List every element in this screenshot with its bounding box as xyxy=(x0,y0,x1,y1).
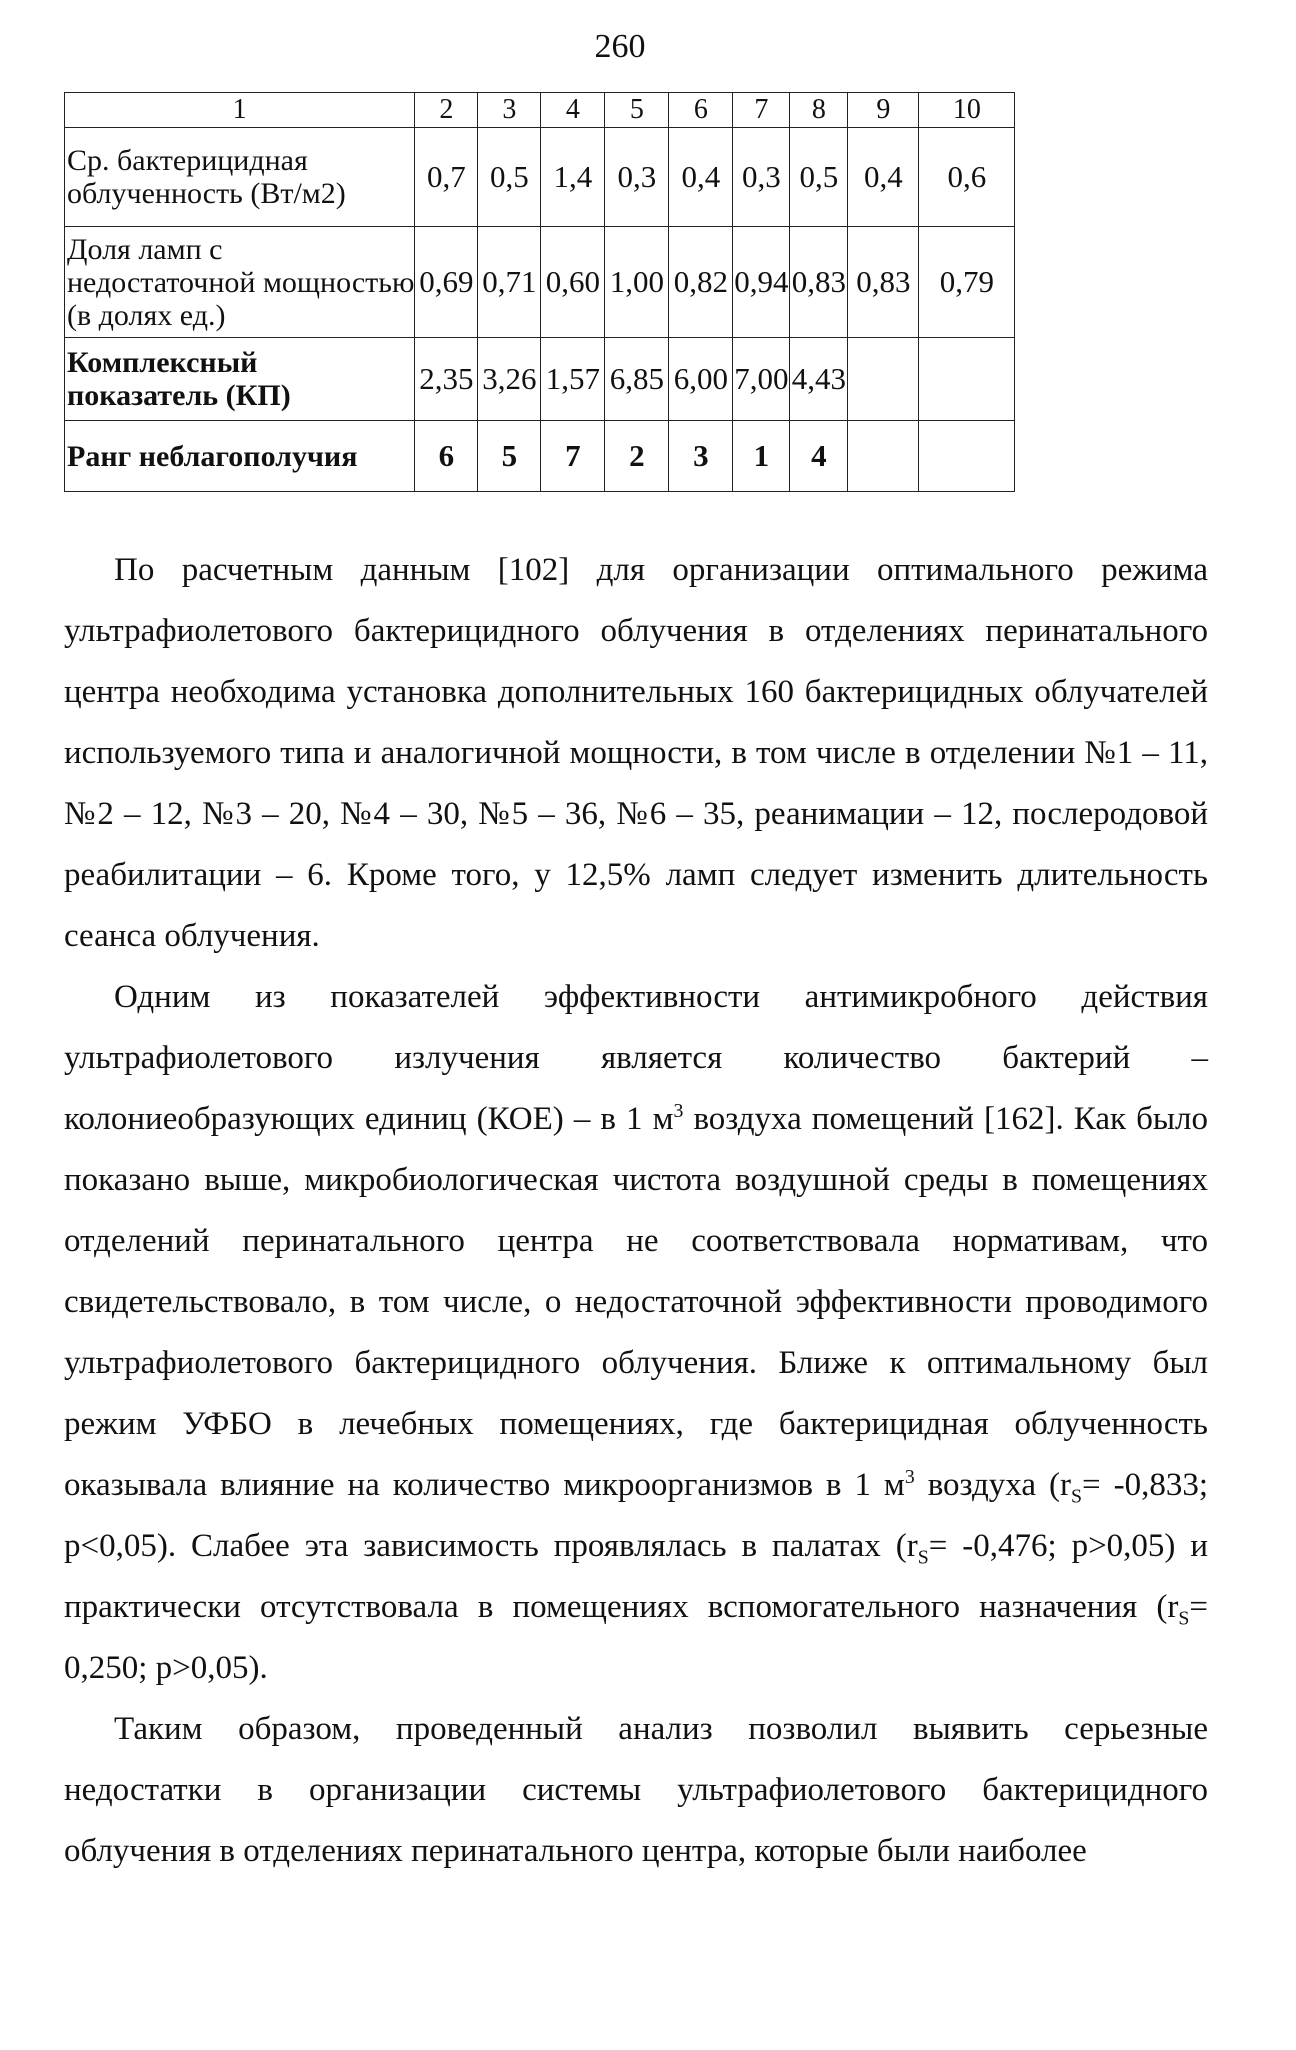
table-cell: 0,82 xyxy=(669,227,733,338)
table-cell: 0,83 xyxy=(790,227,848,338)
text-span: = 0,250; p>0,05). xyxy=(64,1589,1208,1686)
table-cell: 0,60 xyxy=(541,227,605,338)
table-cell: 6 xyxy=(415,421,478,492)
table-cell xyxy=(848,421,919,492)
table-cell: 0,71 xyxy=(478,227,541,338)
subscript: S xyxy=(1070,1485,1082,1508)
table-row xyxy=(65,421,1015,492)
table-cell: 4,43 xyxy=(790,338,848,421)
header-cell: 7 xyxy=(733,93,790,128)
header-cell: 10 xyxy=(919,93,1015,128)
table-cell: 1 xyxy=(733,421,790,492)
table-cell: 7,00 xyxy=(733,338,790,421)
table-cell: 0,6 xyxy=(919,128,1015,227)
table-cell xyxy=(919,421,1015,492)
table-cell: 0,3 xyxy=(605,128,669,227)
header-cell: 4 xyxy=(541,93,605,128)
table-cell: 0,5 xyxy=(478,128,541,227)
header-cell: 1 xyxy=(65,93,415,128)
subscript: S xyxy=(1178,1607,1190,1630)
row-label-line: облученность (Вт/м2) xyxy=(67,177,346,210)
table-cell: 1,4 xyxy=(541,128,605,227)
table-cell: 0,4 xyxy=(669,128,733,227)
paragraph: По расчетным данным [102] для организации оптимального режима ультрафиолетового бактерицидного облучения в отделениях перинатального центра необходима установка дополнительных 160 бактерицидных облучателей используемого типа и аналогичной мощности, в том числе в отделении №1 – 11, №2 – 12, №3 – 20, №4 – 30, №5 – 36, №6 – 35, реанимации – 12, послеродовой реабилитации – 6. Кроме того, у 12,5% ламп следует изменить длительность сеанса облучения. xyxy=(64,552,1208,954)
table-cell: 1,00 xyxy=(605,227,669,338)
superscript: 3 xyxy=(904,1466,915,1488)
table-cell: 6,00 xyxy=(669,338,733,421)
header-cell: 9 xyxy=(848,93,919,128)
row-label xyxy=(65,421,415,492)
text-span: Одним из показателей эффективности антимикробного действия ультрафиолетового излучения является количество бактерий – колониеобразующих единиц (КОЕ) – в 1 м xyxy=(64,979,1208,1137)
text-span: воздуха (r xyxy=(914,1467,1071,1503)
table-cell xyxy=(848,338,919,421)
table-cell: 5 xyxy=(478,421,541,492)
table-cell: 0,5 xyxy=(790,128,848,227)
table-cell: 0,4 xyxy=(848,128,919,227)
header-cell: 8 xyxy=(790,93,848,128)
table-cell: 2 xyxy=(605,421,669,492)
table-cell: 4 xyxy=(790,421,848,492)
row-label-line: (в долях ед.) xyxy=(67,298,226,332)
text-span: воздуха помещений [162]. Как было показано выше, микробиологическая чистота воздушной среды в помещениях отделений перинатального центра не соответствовала нормативам, что свидетельствовало, в том числе, о недостаточной эффективности проводимого ультрафиолетового бактерицидного облучения. Ближе к оптимальному был режим УФБО в лечебных помещениях, где бактерицидная облученность оказывала влияние на количество микроорганизмов в 1 м xyxy=(64,1101,1209,1503)
header-cell: 5 xyxy=(605,93,669,128)
table-cell: 3,26 xyxy=(478,338,541,421)
table-cell: 0,83 xyxy=(848,227,919,338)
row-label-line: недостаточной мощностью xyxy=(67,265,415,299)
paragraph: Таким образом, проведенный анализ позволил выявить серьезные недостатки в организации системы ультрафиолетового бактерицидного облучения в отделениях перинатального центра, которые были наиболее xyxy=(64,1711,1208,1869)
table-cell: 0,94 xyxy=(733,227,790,338)
row-label xyxy=(65,338,415,421)
table-row xyxy=(65,227,1015,338)
table-cell: 1,57 xyxy=(541,338,605,421)
data-table xyxy=(64,92,1015,492)
header-cell: 3 xyxy=(478,93,541,128)
table-cell: 0,3 xyxy=(733,128,790,227)
row-label xyxy=(65,227,415,338)
table-cell: 7 xyxy=(541,421,605,492)
row-label-line: Комплексный xyxy=(67,346,258,379)
table-cell: 2,35 xyxy=(415,338,478,421)
text-span: = -0,833; p<0,05). Слабее эта зависимость проявлялась в палатах (r xyxy=(64,1467,1208,1564)
paragraph xyxy=(64,967,1208,1699)
header-cell: 2 xyxy=(415,93,478,128)
table-cell xyxy=(919,338,1015,421)
row-label-line: Ср. бактерицидная xyxy=(67,144,308,177)
table-cell: 0,69 xyxy=(415,227,478,338)
header-cell: 6 xyxy=(669,93,733,128)
table-row xyxy=(65,128,1015,227)
superscript: 3 xyxy=(673,1100,684,1122)
row-label-line: показатель (КП) xyxy=(67,379,291,412)
row-label xyxy=(65,128,415,227)
table-row xyxy=(65,338,1015,421)
table-cell: 0,7 xyxy=(415,128,478,227)
table-cell: 6,85 xyxy=(605,338,669,421)
text-span: = -0,476; p>0,05) и практически отсутствовала в помещениях вспомогательного назначения (r xyxy=(64,1528,1208,1625)
table-cell: 0,79 xyxy=(919,227,1015,338)
row-label-line: Доля ламп с xyxy=(67,232,223,266)
row-label-line: Ранг неблагополучия xyxy=(67,439,358,473)
table-header-row xyxy=(65,93,1015,128)
page-number: 260 xyxy=(594,28,646,65)
table-cell: 3 xyxy=(669,421,733,492)
body-text xyxy=(64,540,1208,1882)
subscript: S xyxy=(917,1546,929,1569)
